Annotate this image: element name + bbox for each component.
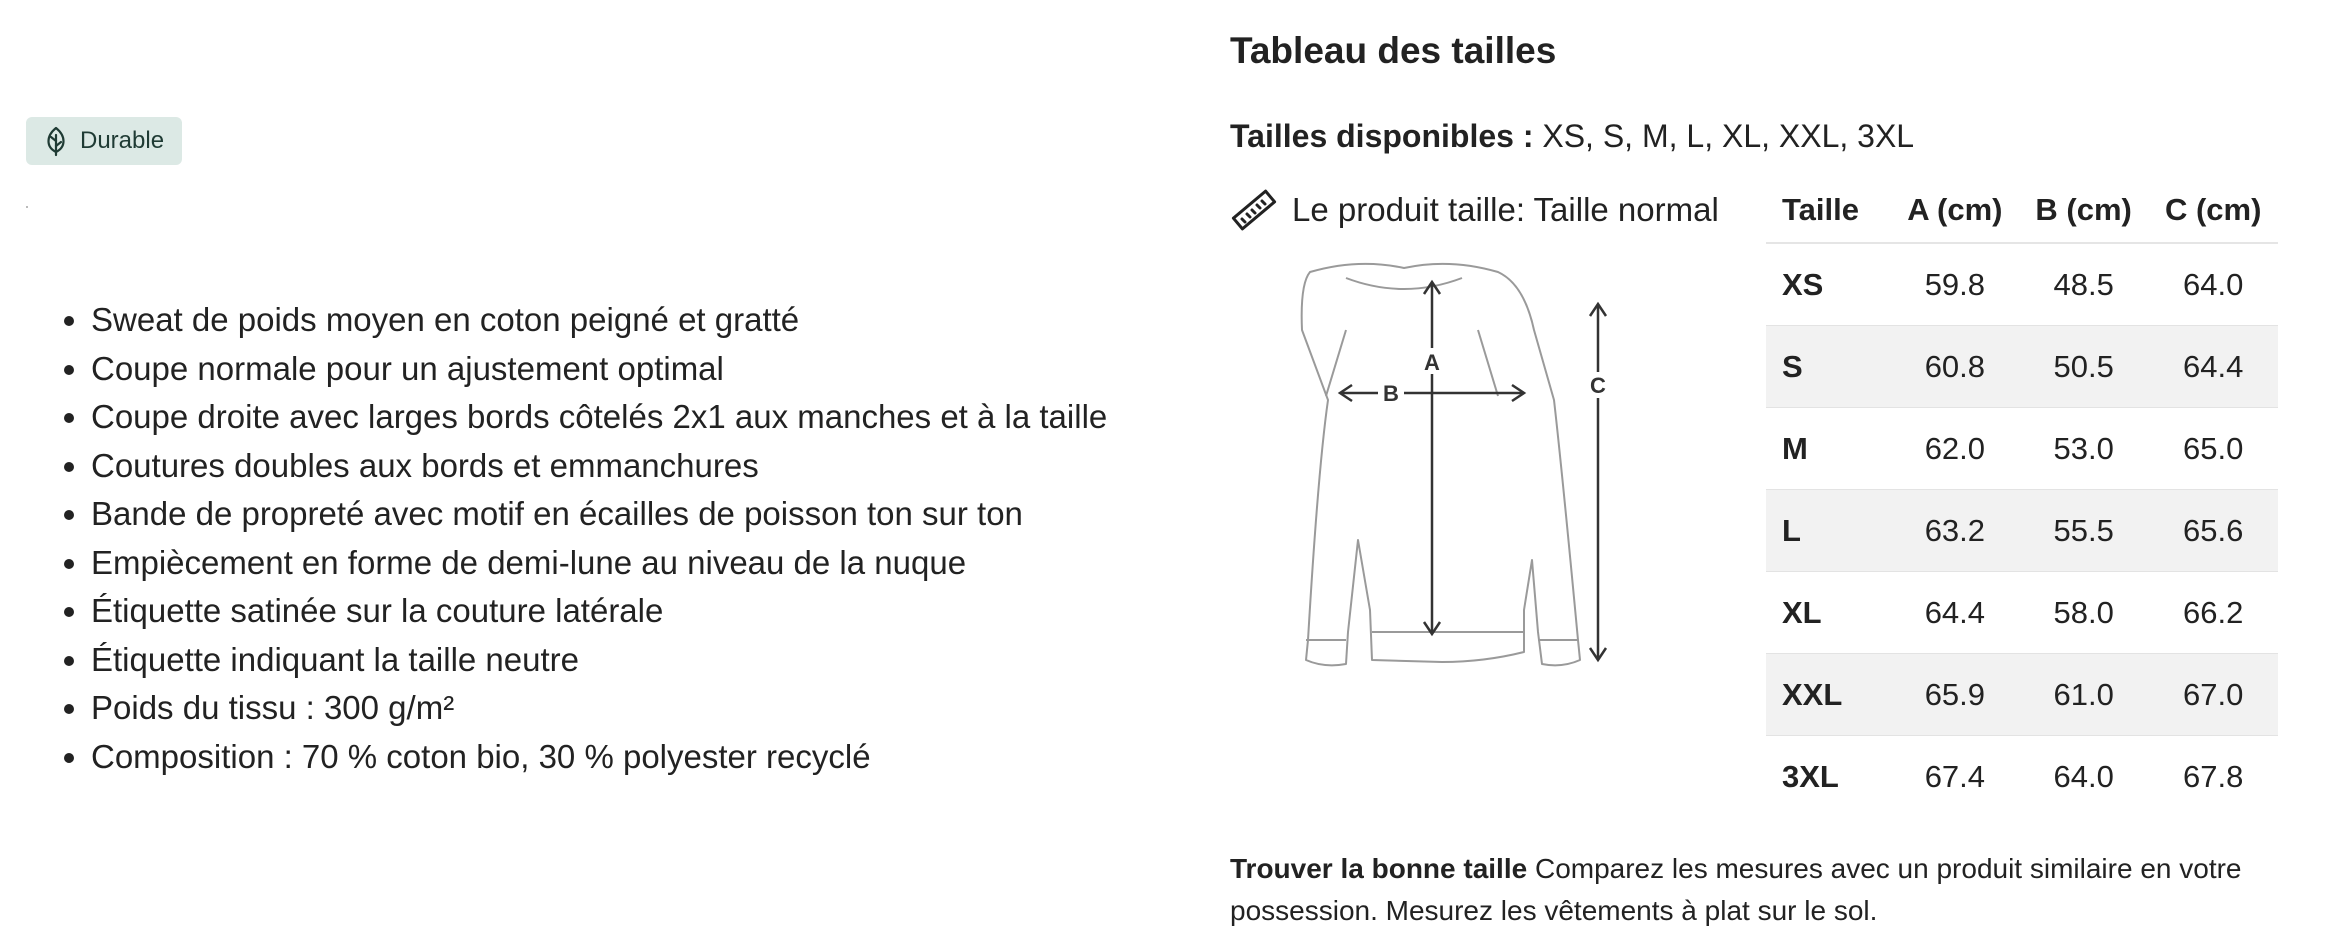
- size-advice: [1230, 848, 2290, 932]
- list-item: • Coupe normale pour un ajustement optimal: [91, 345, 1107, 394]
- measure-cell: 59.8: [1891, 243, 2019, 326]
- measure-cell: 60.8: [1891, 326, 2019, 408]
- list-item: • Bande de propreté avec motif en écailles de poisson ton sur ton: [91, 490, 1107, 539]
- table-row: [1766, 326, 2278, 408]
- measure-cell: 65.0: [2148, 408, 2278, 490]
- available-sizes-value: XS, S, M, L, XL, XXL, 3XL: [1542, 118, 1915, 154]
- list-item: • Sweat de poids moyen en coton peigné et gratté: [91, 296, 1107, 345]
- leaf-icon: [40, 125, 72, 157]
- feature-list: [54, 296, 1107, 781]
- measure-cell: 67.4: [1924, 758, 1986, 794]
- measure-cell: 65.6: [2148, 490, 2278, 572]
- list-item: • Étiquette indiquant la taille neutre: [91, 636, 1107, 685]
- divider-dot: [26, 206, 28, 208]
- size-cell: XS: [1766, 243, 1891, 326]
- table-row: [1766, 654, 2278, 736]
- measure-cell: 58.0: [2019, 572, 2149, 654]
- measure-cell: 64.4: [1891, 572, 2019, 654]
- measure-cell: 61.0: [2019, 654, 2149, 736]
- list-item: • Empiècement en forme de demi-lune au niveau de la nuque: [91, 539, 1107, 588]
- size-advice-text: Comparez les mesures avec un produit similaire en votre possession. Mesurez les vêtements à plat sur le sol.: [1230, 853, 2242, 926]
- badge-label: Durable: [80, 127, 165, 154]
- measure-cell: 64.4: [2148, 326, 2278, 408]
- measure-cell: 48.5: [2019, 243, 2149, 326]
- list-item: • Étiquette satinée sur la couture latérale: [91, 587, 1107, 636]
- size-cell: L: [1766, 490, 1891, 572]
- measure-cell: 67.8: [2183, 758, 2244, 794]
- table-row: [1766, 490, 2278, 572]
- size-advice-title: Trouver la bonne taille: [1230, 853, 1528, 884]
- measure-cell: 67.0: [2148, 654, 2278, 736]
- size-cell: XXL: [1766, 654, 1891, 736]
- measure-cell: 64.0: [2148, 243, 2278, 326]
- available-sizes-label: Tailles disponibles :: [1230, 118, 1534, 154]
- table-header-row: [1766, 178, 2278, 243]
- list-item: • Coupe droite avec larges bords côtelés 2x1 aux manches et à la taille: [91, 393, 1107, 442]
- size-cell: S: [1766, 326, 1891, 408]
- durable-badge: [26, 117, 182, 165]
- measure-cell: 65.9: [1891, 654, 2019, 736]
- measure-cell: 53.0: [2019, 408, 2149, 490]
- sweater-measurement-diagram: [1262, 260, 1622, 680]
- table-row: [1766, 572, 2278, 654]
- size-cell: 3XL: [1782, 758, 1839, 794]
- table-row: [1766, 736, 2278, 818]
- diagram-label-b: B: [1383, 381, 1399, 406]
- column-header: B (cm): [2019, 178, 2149, 243]
- list-item: • Coutures doubles aux bords et emmanchures: [91, 442, 1107, 491]
- diagram-label-a: A: [1424, 350, 1440, 375]
- measure-cell: 50.5: [2019, 326, 2149, 408]
- size-table: [1766, 178, 2278, 817]
- column-header: A (cm): [1891, 178, 2019, 243]
- diagram-label-c: C: [1590, 373, 1606, 398]
- measure-cell: 64.0: [2053, 758, 2114, 794]
- size-cell: XL: [1766, 572, 1891, 654]
- measure-cell: 66.2: [2148, 572, 2278, 654]
- measure-cell: 55.5: [2019, 490, 2149, 572]
- list-item: • Poids du tissu : 300 g/m²: [91, 684, 1107, 733]
- list-item: • Composition : 70 % coton bio, 30 % polyester recyclé: [91, 733, 1107, 782]
- column-header: C (cm): [2148, 178, 2278, 243]
- measure-cell: 62.0: [1891, 408, 2019, 490]
- fit-info: [1230, 186, 1719, 234]
- fit-text: Le produit taille: Taille normal: [1292, 191, 1719, 228]
- ruler-icon: [1230, 186, 1278, 234]
- measure-cell: 63.2: [1891, 490, 2019, 572]
- size-chart-title: Tableau des tailles: [1230, 30, 1557, 71]
- table-row: [1766, 243, 2278, 326]
- column-header: Taille: [1766, 178, 1891, 243]
- size-cell: M: [1766, 408, 1891, 490]
- available-sizes: [1230, 118, 1914, 155]
- table-row: [1766, 408, 2278, 490]
